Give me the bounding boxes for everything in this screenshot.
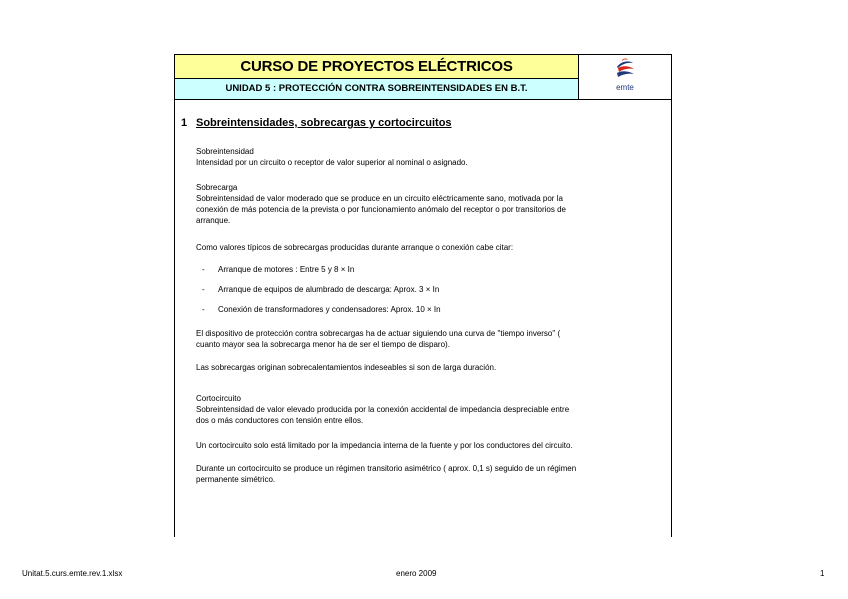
sobreintensidad-text: Intensidad por un circuito o receptor de valor superior al nominal o asignado. <box>196 158 468 167</box>
unit-title: UNIDAD 5 : PROTECCIÓN CONTRA SOBREINTENSIDADES EN B.T. <box>175 79 579 100</box>
sobreintensidad-heading: Sobreintensidad <box>196 147 254 156</box>
sobrecarga-line-1: Sobreintensidad de valor moderado que se produce en un circuito eléctricamente sano, motivada por la <box>196 194 563 203</box>
emte-logo-icon <box>614 58 636 82</box>
footer-page-number: 1 <box>820 569 825 578</box>
sobrecarga-line-2: conexión de más potencia de la prevista o por funcionamiento anómalo del receptor o por transitorios de <box>196 205 566 214</box>
bullet-item: Conexión de transformadores y condensadores: Aprox. 10 × In <box>218 305 441 314</box>
valores-intro: Como valores típicos de sobrecargas producidas durante arranque o conexión cabe citar: <box>196 243 514 252</box>
dispositivo-line-2: cuanto mayor sea la sobrecarga menor ha de ser el tiempo de disparo). <box>196 340 450 349</box>
limitado-text: Un cortocircuito solo está limitado por la impedancia interna de la fuente y por los conductores del circuito. <box>196 441 573 450</box>
sobrecarga-line-3: arranque. <box>196 216 231 225</box>
document-frame <box>174 54 672 537</box>
bullet-dash: - <box>202 265 205 274</box>
bullet-item: Arranque de motores : Entre 5 y 8 × In <box>218 265 355 274</box>
bullet-dash: - <box>202 285 205 294</box>
logo-text: emte <box>616 83 634 92</box>
durante-line-2: permanente simétrico. <box>196 475 276 484</box>
course-title: CURSO DE PROYECTOS ELÉCTRICOS <box>175 55 579 79</box>
section-title: Sobreintensidades, sobrecargas y cortocircuitos <box>196 117 452 129</box>
sobrecarga-heading: Sobrecarga <box>196 183 238 192</box>
cortocircuito-line-1: Sobreintensidad de valor elevado producida por la conexión accidental de impedancia despreciable entre <box>196 405 570 414</box>
section-number: 1 <box>181 117 188 129</box>
footer-filename: Unitat.5.curs.emte.rev.1.xlsx <box>22 569 123 578</box>
bullet-dash: - <box>202 305 205 314</box>
logo-cell <box>579 55 671 100</box>
originan-text: Las sobrecargas originan sobrecalentamientos indeseables si son de larga duración. <box>196 363 497 372</box>
cortocircuito-line-2: dos o más conductores con tensión entre ellos. <box>196 416 364 425</box>
dispositivo-line-1: El dispositivo de protección contra sobrecargas ha de actuar siguiendo una curva de "tiempo inverso" ( <box>196 329 561 338</box>
cortocircuito-heading: Cortocircuito <box>196 394 241 403</box>
bullet-item: Arranque de equipos de alumbrado de descarga: Aprox. 3 × In <box>218 285 440 294</box>
footer-date: enero 2009 <box>396 569 437 578</box>
durante-line-1: Durante un cortocircuito se produce un régimen transitorio asimétrico ( aprox. 0,1 s) seguido de un régimen <box>196 464 577 473</box>
